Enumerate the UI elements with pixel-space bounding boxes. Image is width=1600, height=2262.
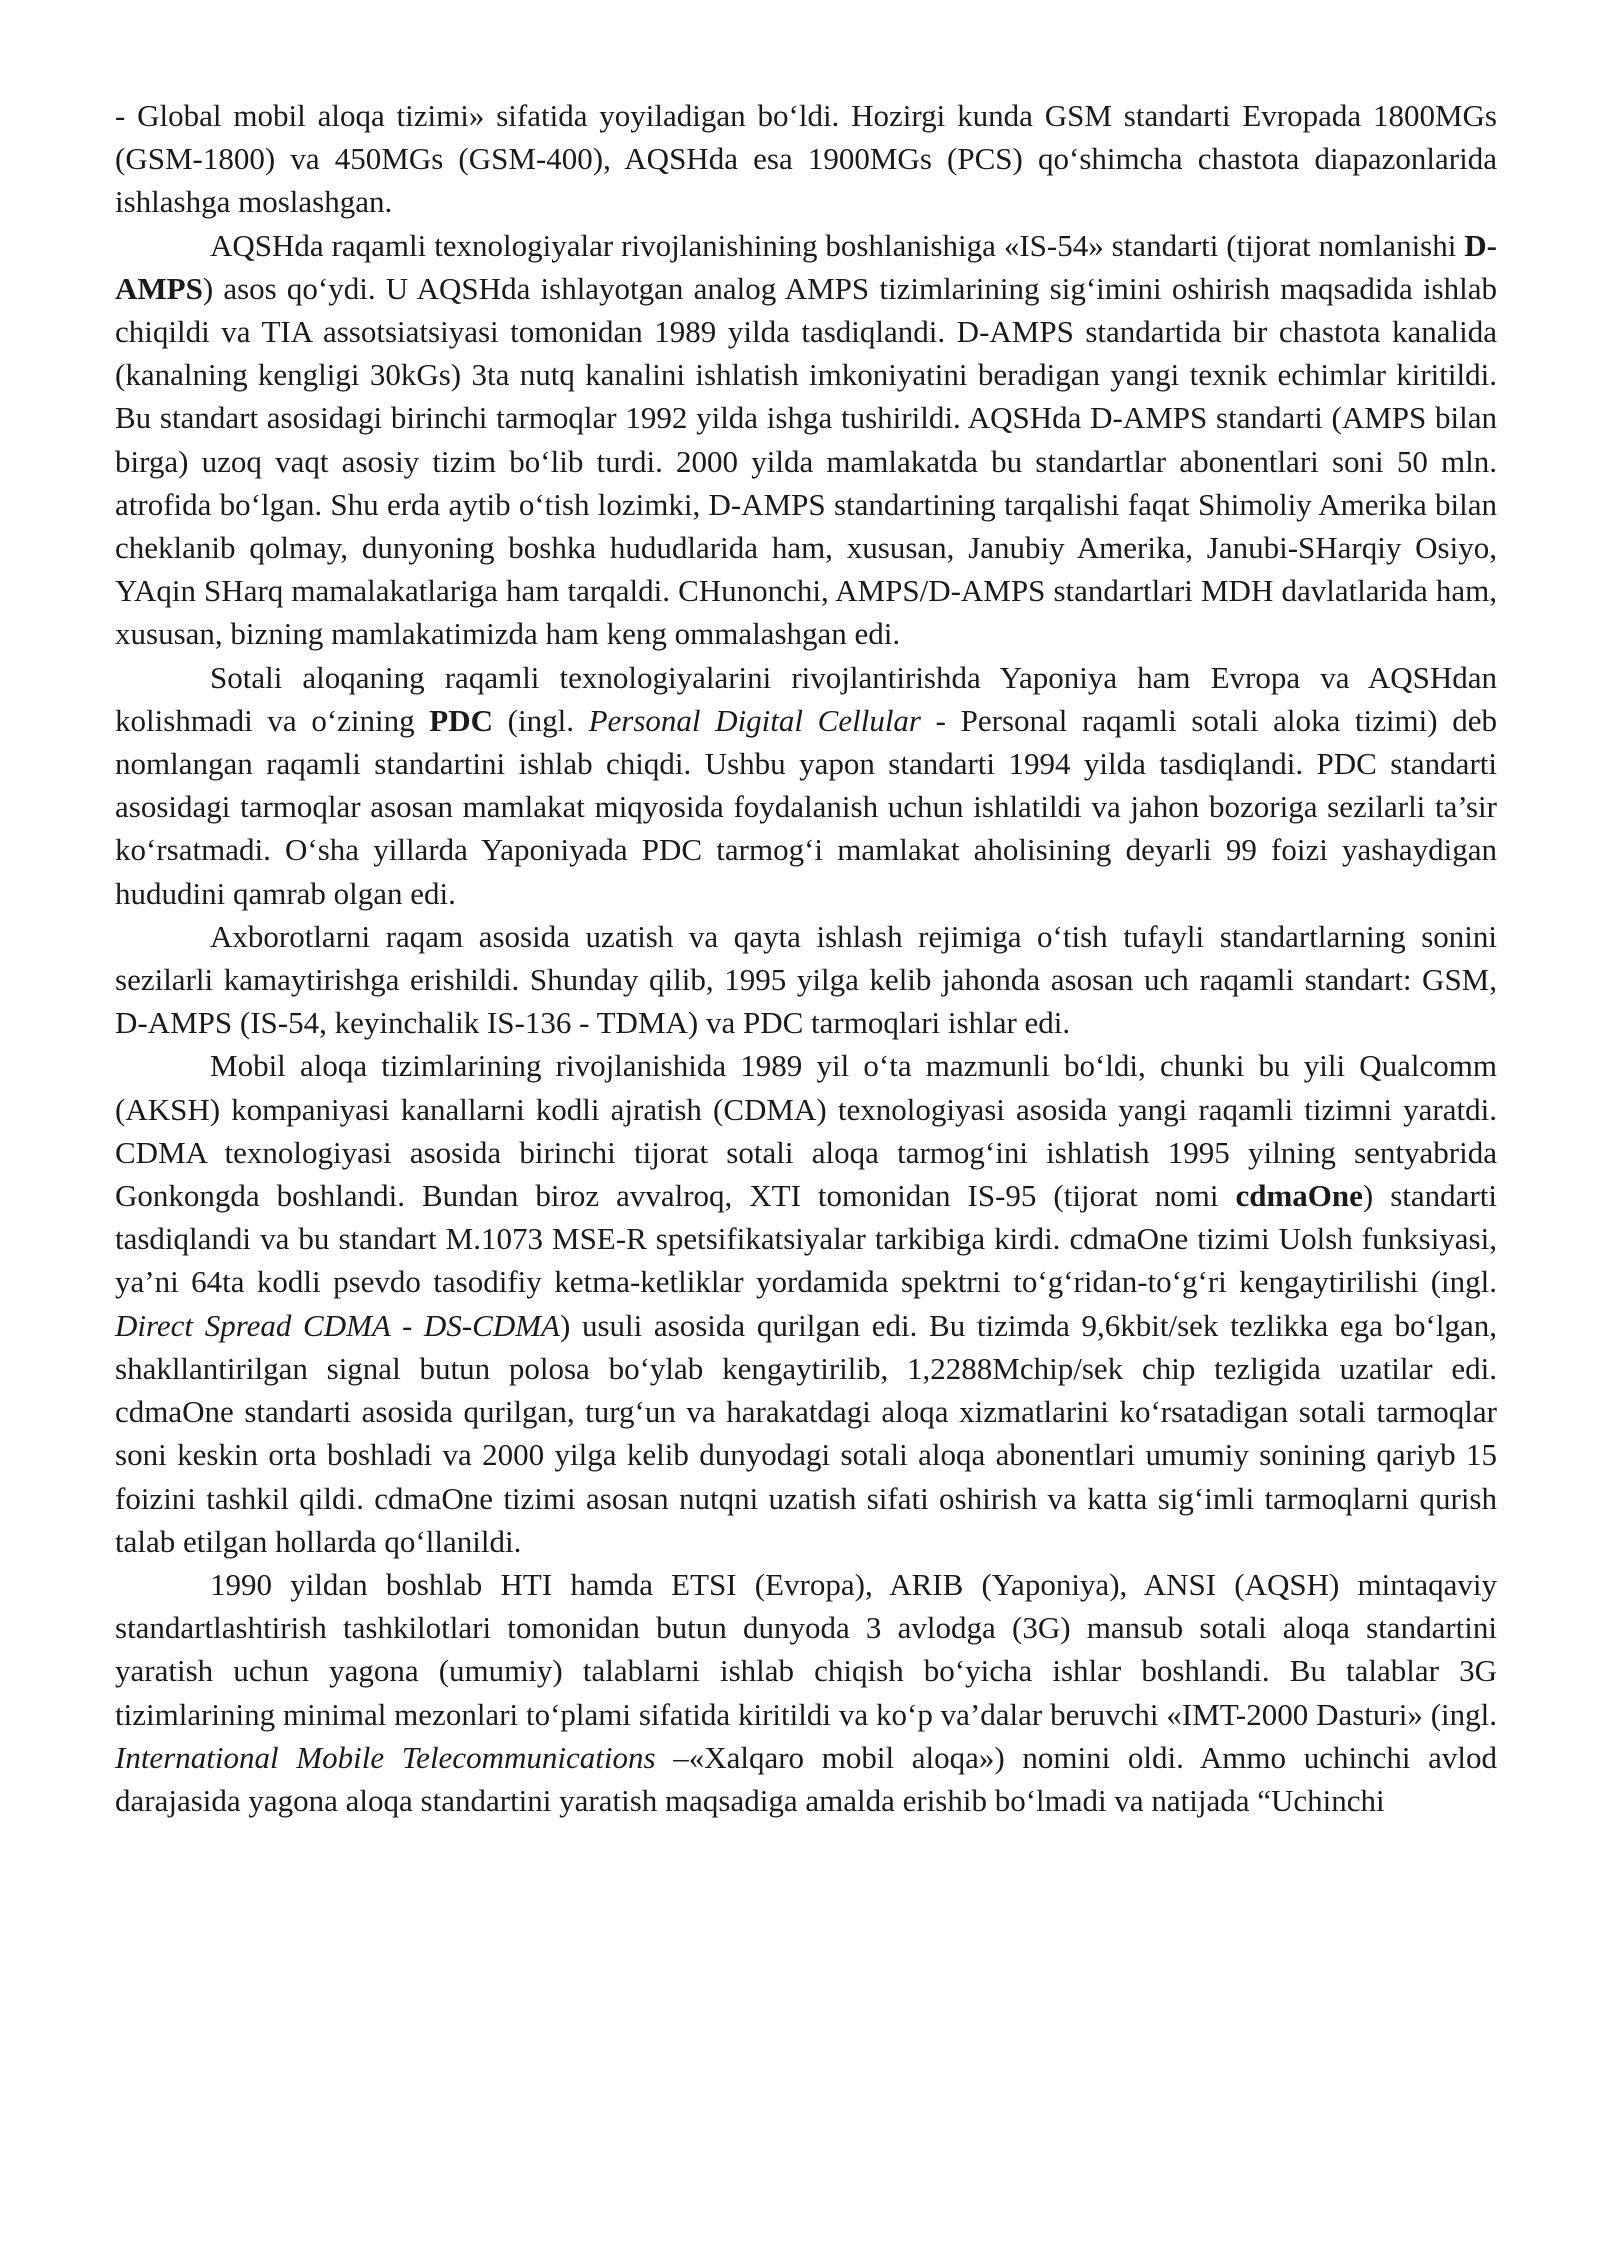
paragraph-4 bbox=[115, 915, 1497, 1045]
paragraph-3-text: Personal raqamli sotali aloka tizimi) deb nomlangan raqamli standartini ishlab chiqdi. Ushbu yapon standarti 1994 yilda tasdiqlandi. PDC standarti asosidagi tarmoqlar asosan mamlakat miqyosida foydalanish uchun ishlatildi va jahon bozoriga sezilarli ta’sir ko‘rsatmadi. O‘sha yillarda Yaponiyada PDC tarmog‘i mamlakat aholisining deyarli 99 foizi yashaydigan hududini qamrab olgan edi. bbox=[115, 702, 1497, 911]
paragraph-5-bold-term: cdmaOne bbox=[1235, 1178, 1363, 1214]
paragraph-3-italic-term: Personal Digital Cellular - bbox=[588, 702, 946, 738]
paragraph-5 bbox=[115, 1044, 1497, 1562]
paragraph-3 bbox=[115, 656, 1497, 915]
paragraph-3-bold-term: PDC bbox=[429, 702, 493, 738]
paragraph-1 bbox=[115, 94, 1497, 224]
paragraph-6 bbox=[115, 1563, 1497, 1822]
paragraph-6-text: 1990 yildan boshlab HTI hamda ETSI (Evropa), ARIB (Yaponiya), ANSI (AQSH) mintaqaviy standartlashtirish tashkilotlari tomonidan butun dunyoda 3 avlodga (3G) mansub sotali aloqa standartini yaratish uchun yagona (umumiy) talablarni ishlab chiqish bo‘yicha ishlar boshlandi. Bu talablar 3G tizimlarining minimal mezonlari to‘plami sifatida kiritildi va ko‘p va’dalar beruvchi «IMT-2000 Dasturi» (ingl. bbox=[115, 1566, 1497, 1732]
paragraph-2-text: AQSHda raqamli texnologiyalar rivojlanishining boshlanishiga «IS-54» standarti (tijorat nomlanishi bbox=[210, 227, 1465, 263]
document-page bbox=[115, 94, 1497, 1822]
paragraph-4-text: Axborotlarni raqam asosida uzatish va qayta ishlash rejimiga o‘tish tufayli standartlarning sonini sezilarli kamaytirishga erishildi. Shunday qilib, 1995 yilga kelib jahonda asosan uch raqamli standart: GSM, D-AMPS (IS-54, keyinchalik IS-136 - TDMA) va PDC tarmoqlari ishlar edi. bbox=[115, 918, 1497, 1041]
paragraph-6-italic-term: International Mobile Telecommunications – bbox=[115, 1739, 689, 1775]
paragraph-5-italic-term: Direct Spread CDMA - DS-CDMA bbox=[115, 1307, 560, 1343]
paragraph-2-text: ) asos qo‘ydi. U AQSHda ishlayotgan analog AMPS tizimlarining sig‘imini oshirish maqsadida ishlab chiqildi va TIA assotsiatsiyasi tomonidan 1989 yilda tasdiqlandi. D-AMPS standartida bir chastota kanalida (kanalning kengligi 30kGs) 3ta nutq kanalini ishlatish imkoniyatini beradigan yangi texnik echimlar kiritildi. Bu standart asosidagi birinchi tarmoqlar 1992 yilda ishga tushirildi. AQSHda D-AMPS standarti (AMPS bilan birga) uzoq vaqt asosiy tizim bo‘lib turdi. 2000 yilda mamlakatda bu standartlar abonentlari soni 50 mln. atrofida bo‘lgan. Shu erda aytib o‘tish lozimki, D-AMPS standartining tarqalishi faqat Shimoliy Amerika bilan cheklanib qolmay, dunyoning boshka hududlarida ham, xususan, Janubiy Amerika, Janubi-SHarqiy Osiyo, YAqin SHarq mamalakatlariga ham tarqaldi. CHunonchi, AMPS/D-AMPS standartlari MDH davlatlarida ham, xususan, bizning mamlakatimizda ham keng ommalashgan edi. bbox=[115, 270, 1497, 652]
paragraph-5-text: Mobil aloqa tizimlarining rivojlanishida 1989 yil o‘ta mazmunli bo‘ldi, chunki bu yili Qualcomm (AKSH) kompaniyasi kanallarni kodli ajratish (CDMA) texnologiyasi asosida yangi raqamli tizimni yaratdi. CDMA texnologiyasi asosida birinchi tijorat sotali aloqa tarmog‘ini ishlatish 1995 yilning sentyabrida Gonkongda boshlandi. Bundan biroz avvalroq, XTI tomonidan IS-95 (tijorat nomi bbox=[115, 1048, 1497, 1214]
paragraph-1-text: - Global mobil aloqa tizimi» sifatida yoyiladigan bo‘ldi. Hozirgi kunda GSM standarti Evropada 1800MGs (GSM-1800) va 450MGs (GSM-400), AQSHda esa 1900MGs (PCS) qo‘shimcha chastota diapazonlarida ishlashga moslashgan. bbox=[115, 98, 1497, 220]
paragraph-5-text: ) usuli asosida qurilgan edi. Bu tizimda 9,6kbit/sek tezlikka ega bo‘lgan, shakllantirilgan signal butun polosa bo‘ylab kengaytirilib, 1,2288Mchip/sek chip tezligida uzatilar edi. cdmaOne standarti asosida qurilgan, turg‘un va harakatdagi aloqa xizmatlarini ko‘rsatadigan sotali tarmoqlar soni keskin orta boshladi va 2000 yilga kelib dunyodagi sotali aloqa abonentlari umumiy sonining qariyb 15 foizini tashkil qildi. cdmaOne tizimi asosan nutqni uzatish sifati oshirish va katta sig‘imli tarmoqlarni qurish talab etilgan hollarda qo‘llanildi. bbox=[115, 1307, 1497, 1559]
paragraph-2 bbox=[115, 224, 1497, 656]
paragraph-2-bold-term: D-AMPS bbox=[115, 227, 1497, 306]
paragraph-6-text: «Xalqaro mobil aloqa») nomini oldi. Ammo uchinchi avlod darajasida yagona aloqa standartini yaratish maqsadiga amalda erishib bo‘lmadi va natijada “Uchinchi bbox=[115, 1739, 1497, 1818]
paragraph-3-text: (ingl. bbox=[493, 702, 589, 738]
paragraph-5-text: ) standarti tasdiqlandi va bu standart M.1073 MSE-R spetsifikatsiyalar tarkibiga kirdi. cdmaOne tizimi Uolsh funksiyasi, ya’ni 64ta kodli psevdo tasodifiy ketma-ketliklar yordamida spektrni to‘g‘ridan-to‘g‘ri kengaytirilishi (ingl. bbox=[115, 1178, 1497, 1300]
paragraph-3-text: Sotali aloqaning raqamli texnologiyalarini rivojlantirishda Yaponiya ham Evropa va AQSHdan kolishmadi va o‘zining bbox=[115, 659, 1497, 738]
